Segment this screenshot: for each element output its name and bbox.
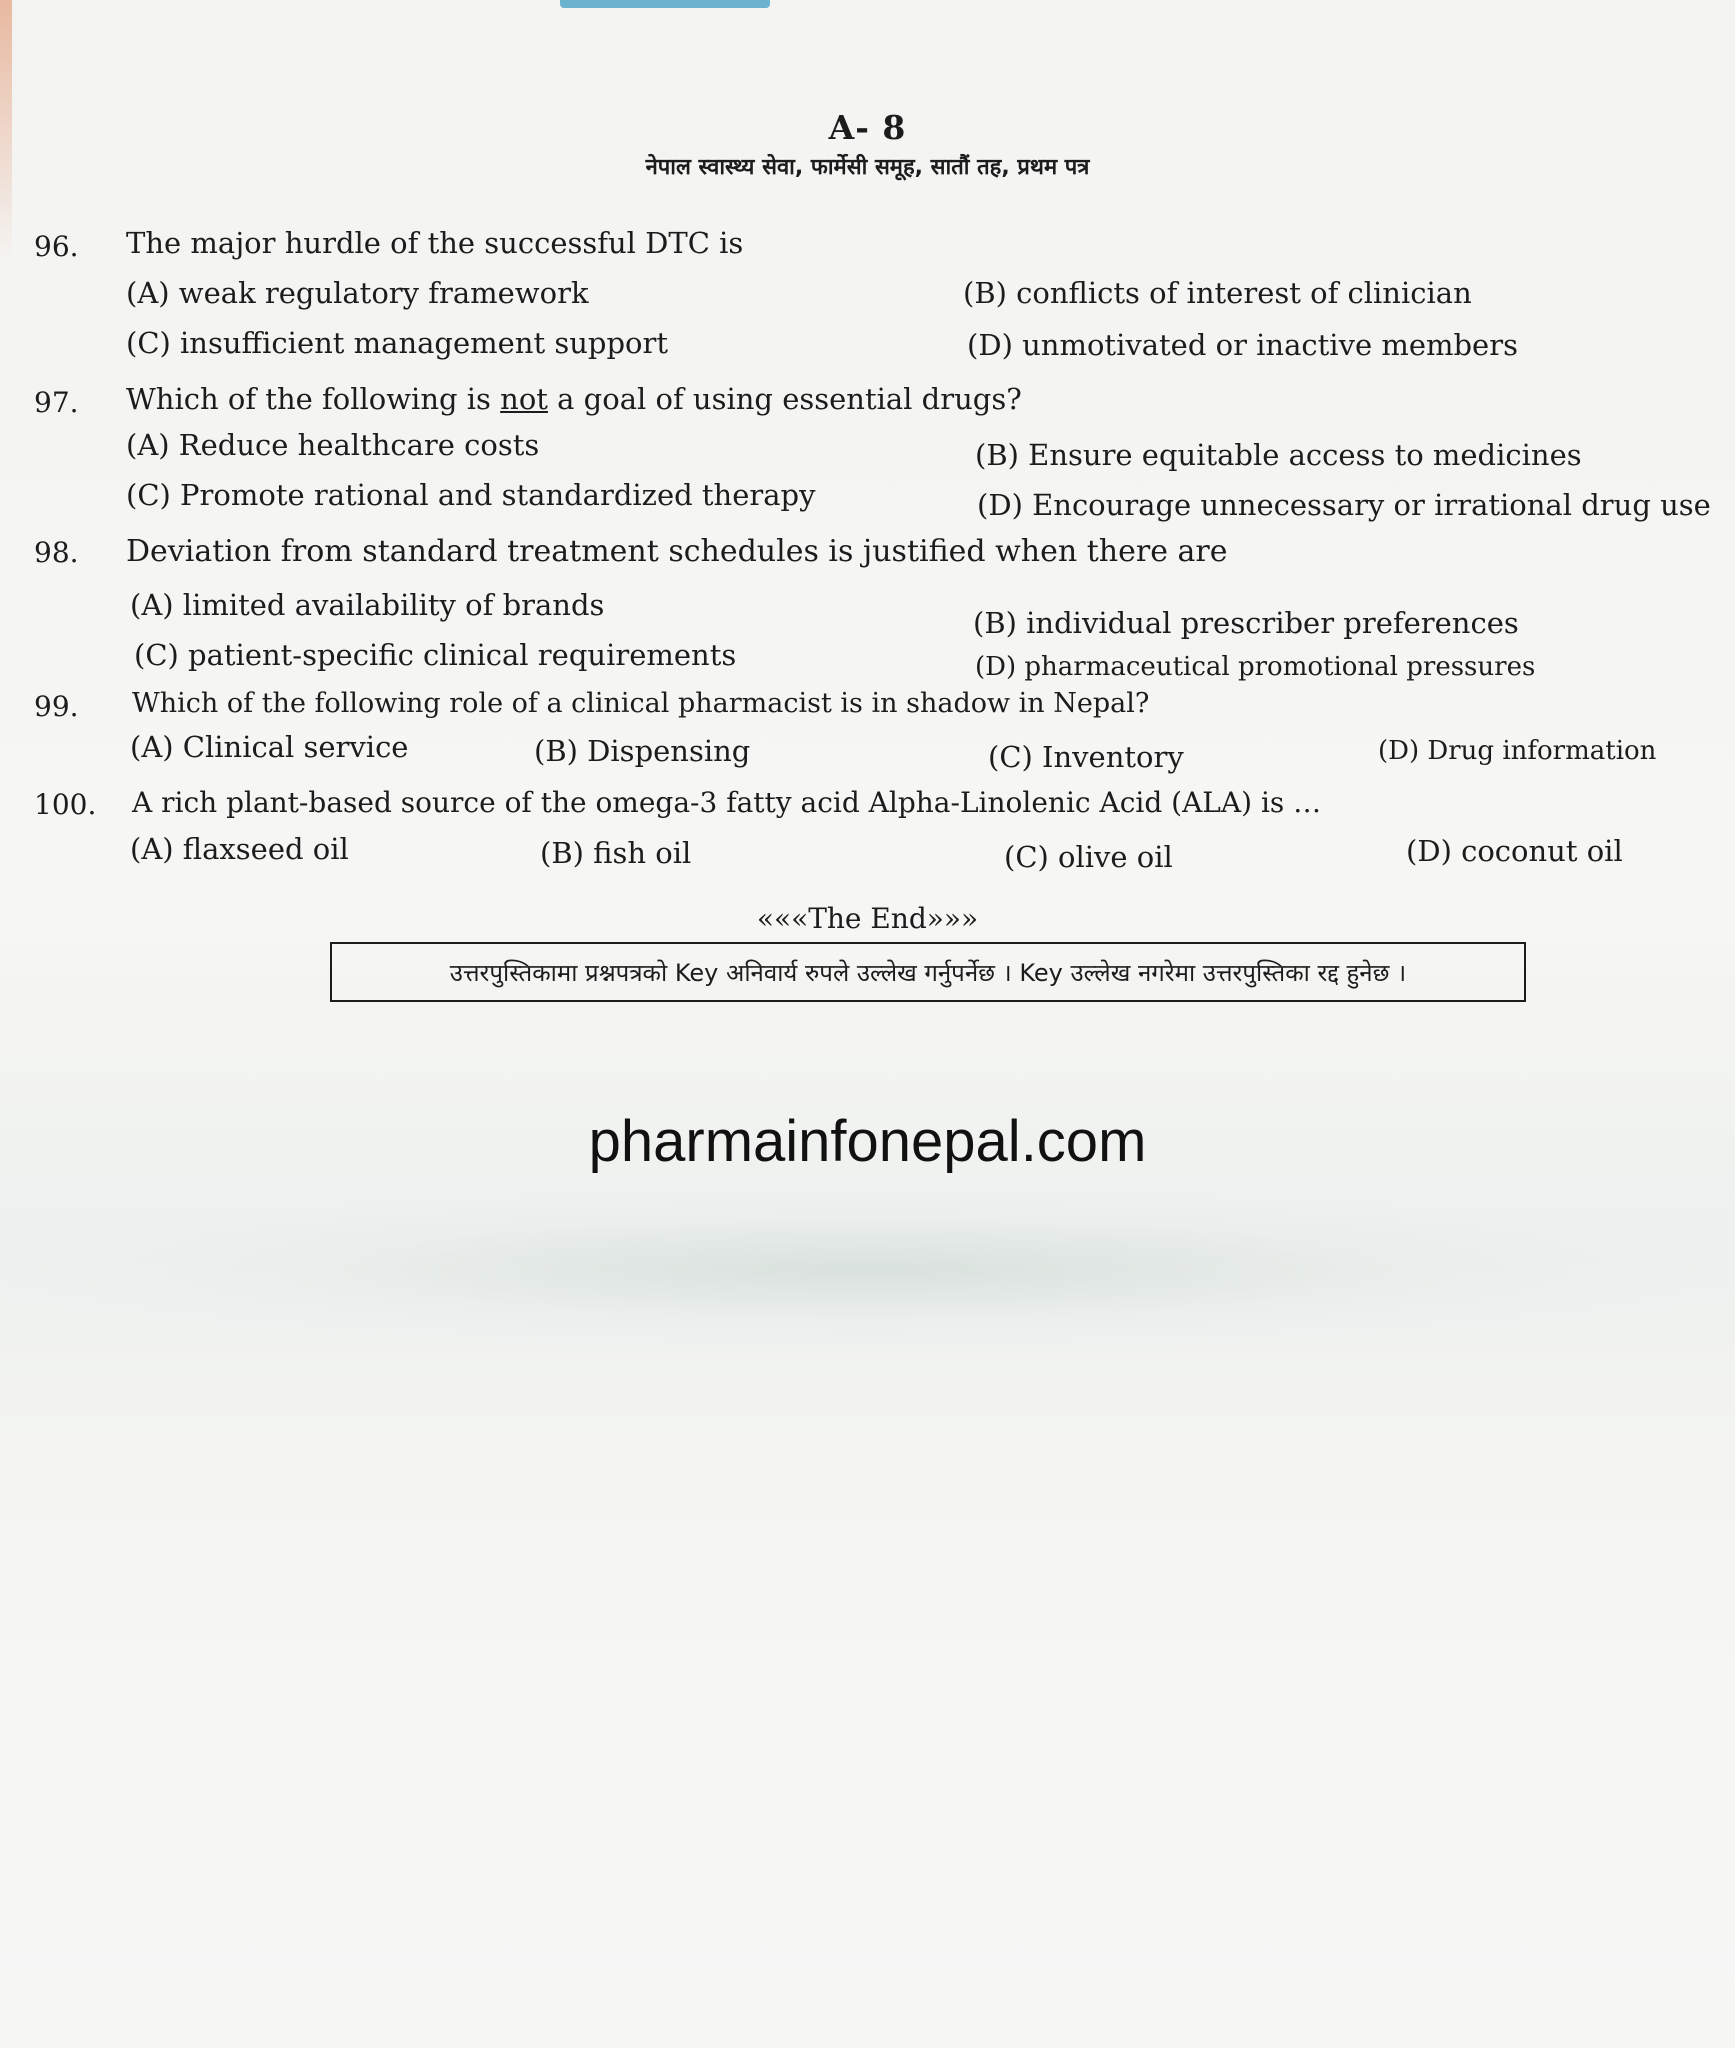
paper-code: A- 8 bbox=[828, 108, 907, 147]
option-b: (B) conflicts of interest of clinician bbox=[963, 276, 1472, 310]
option-b: (B) Dispensing bbox=[534, 734, 751, 768]
question-text: Which of the following role of a clinical pharmacist is in shadow in Nepal? bbox=[132, 688, 1150, 719]
option-a: (A) weak regulatory framework bbox=[126, 276, 589, 310]
option-a: (A) limited availability of brands bbox=[130, 588, 605, 622]
option-a: (A) Reduce healthcare costs bbox=[126, 428, 540, 462]
option-d: (D) coconut oil bbox=[1406, 834, 1623, 868]
option-c: (C) Promote rational and standardized therapy bbox=[126, 478, 816, 512]
question-text-part: Which of the following is bbox=[126, 382, 501, 416]
option-c: (C) insufficient management support bbox=[126, 326, 669, 360]
option-d: (D) Encourage unnecessary or irrational drug use bbox=[977, 488, 1711, 522]
option-d: (D) pharmaceutical promotional pressures bbox=[975, 652, 1536, 682]
option-b: (B) individual prescriber preferences bbox=[973, 606, 1519, 640]
notice-text: उत्तरपुस्तिकामा प्रश्नपत्रको Key अनिवार्य रुपले उल्लेख गर्नुपर्नेछ । Key उल्लेख नगरेमा उत्तरपुस्तिका रद्द हुनेछ । bbox=[449, 958, 1407, 987]
paper-subtitle: नेपाल स्वास्थ्य सेवा, फार्मेसी समूह, सातौं तह, प्रथम पत्र bbox=[645, 155, 1090, 180]
question-text-part: a goal of using essential drugs? bbox=[547, 382, 1022, 416]
option-c: (C) patient-specific clinical requirements bbox=[134, 638, 737, 672]
question-text-emphasis: not bbox=[500, 382, 548, 416]
option-a: (A) Clinical service bbox=[130, 730, 409, 764]
question-text: Deviation from standard treatment schedules is justified when there are bbox=[126, 534, 1228, 569]
option-d: (D) Drug information bbox=[1378, 736, 1657, 766]
question-number: 98. bbox=[34, 536, 79, 569]
page-header bbox=[0, 108, 1735, 181]
question-number: 96. bbox=[34, 230, 79, 263]
question-number: 97. bbox=[34, 386, 79, 419]
option-b: (B) fish oil bbox=[540, 836, 692, 870]
option-b: (B) Ensure equitable access to medicines bbox=[975, 438, 1582, 472]
option-c: (C) olive oil bbox=[1004, 840, 1173, 874]
option-c: (C) Inventory bbox=[988, 740, 1184, 774]
question-text: The major hurdle of the successful DTC is bbox=[126, 226, 744, 260]
option-d: (D) unmotivated or inactive members bbox=[967, 328, 1518, 362]
answer-key-notice bbox=[330, 942, 1526, 1002]
paper-fold-shadow bbox=[0, 1190, 1735, 1350]
paper-edge-mark bbox=[560, 0, 770, 8]
question-number: 99. bbox=[34, 690, 79, 723]
question-text: A rich plant-based source of the omega-3 fatty acid Alpha-Linolenic Acid (ALA) is … bbox=[132, 786, 1322, 819]
question-number: 100. bbox=[34, 788, 97, 821]
the-end-marker: «««The End»»» bbox=[756, 902, 979, 935]
website-watermark: pharmainfonepal.com bbox=[588, 1109, 1147, 1174]
question-text bbox=[126, 382, 1022, 416]
option-a: (A) flaxseed oil bbox=[130, 832, 349, 866]
